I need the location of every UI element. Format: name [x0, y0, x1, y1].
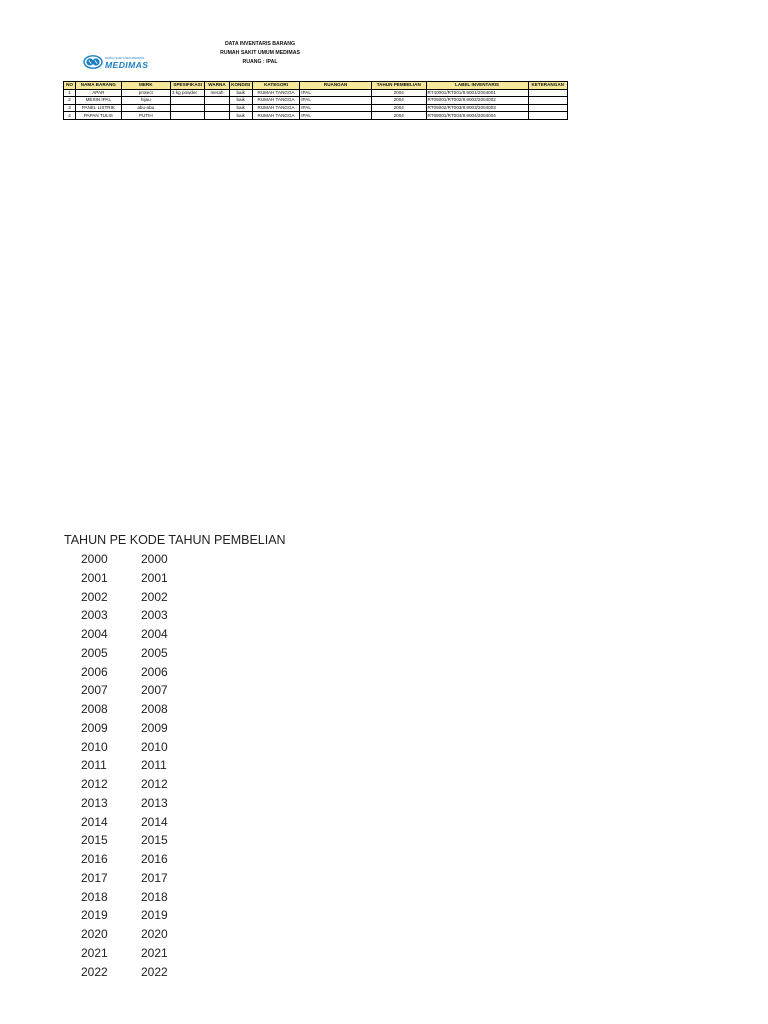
- cell-tahun-pembelian: 2004: [371, 112, 426, 120]
- cell-merk: PUTIH: [121, 112, 170, 120]
- year-row: [64, 888, 286, 907]
- year-value: 2012: [81, 777, 108, 791]
- cell-kategori: RUMAH TANGGA: [252, 112, 299, 120]
- year-value: 2019: [81, 908, 108, 923]
- year-row: [64, 831, 286, 850]
- table-row: [64, 89, 568, 97]
- cell-no: 1: [64, 89, 76, 97]
- cell-label-inventaris: RT05002/RT003/8.9003/2004003: [426, 104, 528, 112]
- cell-keterangan: [528, 112, 567, 120]
- cell-warna: [205, 112, 229, 120]
- cell-kategori: RUMAH TANGGA: [252, 89, 299, 97]
- year-code: 2012: [141, 777, 168, 791]
- year-row: [64, 944, 286, 963]
- year-code: 2022: [141, 964, 168, 979]
- cell-ruangan: IPAL: [300, 89, 372, 97]
- year-value: 2010: [81, 739, 108, 754]
- year-row: [64, 869, 286, 888]
- year-code: 2014: [141, 814, 168, 829]
- year-code: 2016: [141, 852, 168, 866]
- year-code: 2020: [141, 927, 168, 941]
- year-value: 2008: [81, 702, 108, 716]
- year-row: [64, 700, 286, 719]
- col-header-label-inventaris: LABEL INVENTARIS: [426, 82, 528, 90]
- cell-nama-barang: APAR: [76, 89, 121, 97]
- cell-ruangan: IPAL: [300, 112, 372, 120]
- year-value: 2013: [81, 795, 108, 810]
- year-row: [64, 663, 286, 682]
- year-code: 2006: [141, 664, 168, 679]
- cell-warna: merah: [205, 89, 229, 97]
- col-header-spesifikasi: SPESIFIKASI: [171, 82, 205, 90]
- cell-no: 3: [64, 104, 76, 112]
- year-row: [64, 925, 286, 944]
- year-value: 2002: [81, 589, 108, 604]
- year-row: [64, 756, 286, 775]
- year-code: 2017: [141, 870, 168, 885]
- year-list-rows: [64, 550, 286, 981]
- year-code: 2004: [141, 627, 168, 641]
- year-row: [64, 606, 286, 625]
- cell-tahun-pembelian: 2004: [371, 104, 426, 112]
- logo-brand-text: MEDIMAS: [105, 60, 149, 70]
- year-code: 2013: [141, 795, 168, 810]
- table-row: [64, 104, 568, 112]
- cell-merk: protect: [121, 89, 170, 97]
- medimas-logo-mark-icon: [84, 56, 102, 68]
- cell-warna: [205, 104, 229, 112]
- col-header-kondisi: KONDISI: [229, 82, 252, 90]
- year-code: 2005: [141, 645, 168, 660]
- cell-merk: hijau: [121, 97, 170, 105]
- cell-kondisi: baik: [229, 89, 252, 97]
- year-row: [64, 681, 286, 700]
- year-code: 2011: [141, 758, 167, 773]
- year-value: 2000: [81, 552, 108, 566]
- year-code: 2002: [141, 589, 168, 604]
- cell-kategori: RUMAH TANGGA: [252, 104, 299, 112]
- cell-tahun-pembelian: 2004: [371, 97, 426, 105]
- heading-hospital: RUMAH SAKIT UMUM MEDIMAS: [220, 49, 300, 56]
- cell-kondisi: baik: [229, 104, 252, 112]
- heading-title: DATA INVENTARIS BARANG: [224, 41, 296, 47]
- cell-kondisi: baik: [229, 97, 252, 105]
- cell-keterangan: [528, 89, 567, 97]
- year-value: 2006: [81, 664, 108, 679]
- col-header-nama-barang: NAMA BARANG: [76, 82, 121, 90]
- col-header-warna: WARNA: [205, 82, 229, 90]
- year-code: 2001: [141, 570, 168, 585]
- cell-spesifikasi: [171, 112, 205, 120]
- heading-room: RUANG : IPAL: [242, 58, 278, 65]
- year-row: [64, 906, 286, 925]
- cell-nama-barang: PAPAN TULIS: [76, 112, 121, 120]
- year-value: 2001: [81, 570, 108, 585]
- year-value: 2022: [81, 964, 108, 979]
- logo-tagline: RUMAH SAKIT UMUM MEDIMAS: [105, 57, 145, 60]
- year-code: 2008: [141, 702, 168, 716]
- year-value: 2011: [81, 758, 107, 773]
- year-row: [64, 963, 286, 982]
- year-row: [64, 775, 286, 794]
- year-value: 2018: [81, 889, 108, 904]
- year-code: 2021: [141, 945, 168, 960]
- year-list-header: TAHUN PE KODE TAHUN PEMBELIAN: [64, 533, 286, 547]
- cell-spesifikasi: [171, 97, 205, 105]
- cell-label-inventaris: RT40001/RT001/8.9001/2004001: [426, 89, 528, 97]
- medimas-logo: [82, 52, 174, 72]
- col-header-ruangan: RUANGAN: [300, 82, 372, 90]
- year-value: 2003: [81, 608, 108, 623]
- year-value: 2021: [81, 945, 108, 960]
- cell-label-inventaris: RT69001/RT004/8.9004/2004004: [426, 112, 528, 120]
- cell-spesifikasi: [171, 104, 205, 112]
- cell-label-inventaris: RT05001/RT002/8.9002/2004002: [426, 97, 528, 105]
- cell-nama-barang: PANEL LISTRIK: [76, 104, 121, 112]
- year-code: 2015: [141, 833, 168, 848]
- col-header-keterangan: KETERANGAN: [528, 82, 567, 90]
- cell-kategori: RUMAH TANGGA: [252, 97, 299, 105]
- cell-merk: abu-abu: [121, 104, 170, 112]
- cell-keterangan: [528, 97, 567, 105]
- year-row: [64, 625, 286, 644]
- year-value: 2014: [81, 814, 108, 829]
- year-code: 2009: [141, 720, 168, 735]
- year-value: 2017: [81, 870, 108, 885]
- col-header-merk: MERK: [121, 82, 170, 90]
- year-row: [64, 813, 286, 832]
- cell-no: 4: [64, 112, 76, 120]
- year-row: [64, 644, 286, 663]
- year-value: 2020: [81, 927, 108, 941]
- cell-warna: [205, 97, 229, 105]
- table-header-row: [64, 82, 568, 90]
- year-row: [64, 569, 286, 588]
- inventory-table: [63, 81, 568, 120]
- cell-no: 2: [64, 97, 76, 105]
- document-heading: [170, 40, 350, 66]
- col-header-no: NO: [64, 82, 76, 90]
- year-row: [64, 550, 286, 569]
- year-code: 2000: [141, 552, 168, 566]
- year-value: 2005: [81, 645, 108, 660]
- cell-nama-barang: MESIN IPAL: [76, 97, 121, 105]
- cell-tahun-pembelian: 2004: [371, 89, 426, 97]
- year-row: [64, 719, 286, 738]
- table-row: [64, 97, 568, 105]
- year-code: 2007: [141, 683, 168, 698]
- cell-ruangan: IPAL: [300, 97, 372, 105]
- year-row: [64, 794, 286, 813]
- year-row: [64, 588, 286, 607]
- col-header-kategori: KATEGORI: [252, 82, 299, 90]
- year-code: 2003: [141, 608, 168, 623]
- year-value: 2015: [81, 833, 108, 848]
- year-value: 2016: [81, 852, 108, 866]
- year-value: 2009: [81, 720, 108, 735]
- purchase-year-code-list: [64, 530, 286, 981]
- year-row: [64, 850, 286, 869]
- year-value: 2007: [81, 683, 108, 698]
- year-code: 2010: [141, 739, 168, 754]
- year-value: 2004: [81, 627, 108, 641]
- year-code: 2018: [141, 889, 168, 904]
- cell-keterangan: [528, 104, 567, 112]
- table-row: [64, 112, 568, 120]
- cell-spesifikasi: 3 kg powder: [171, 89, 205, 97]
- year-code: 2019: [141, 908, 168, 923]
- col-header-tahun-pembelian: TAHUN PEMBELIAN: [371, 82, 426, 90]
- cell-ruangan: IPAL: [300, 104, 372, 112]
- cell-kondisi: baik: [229, 112, 252, 120]
- year-row: [64, 738, 286, 757]
